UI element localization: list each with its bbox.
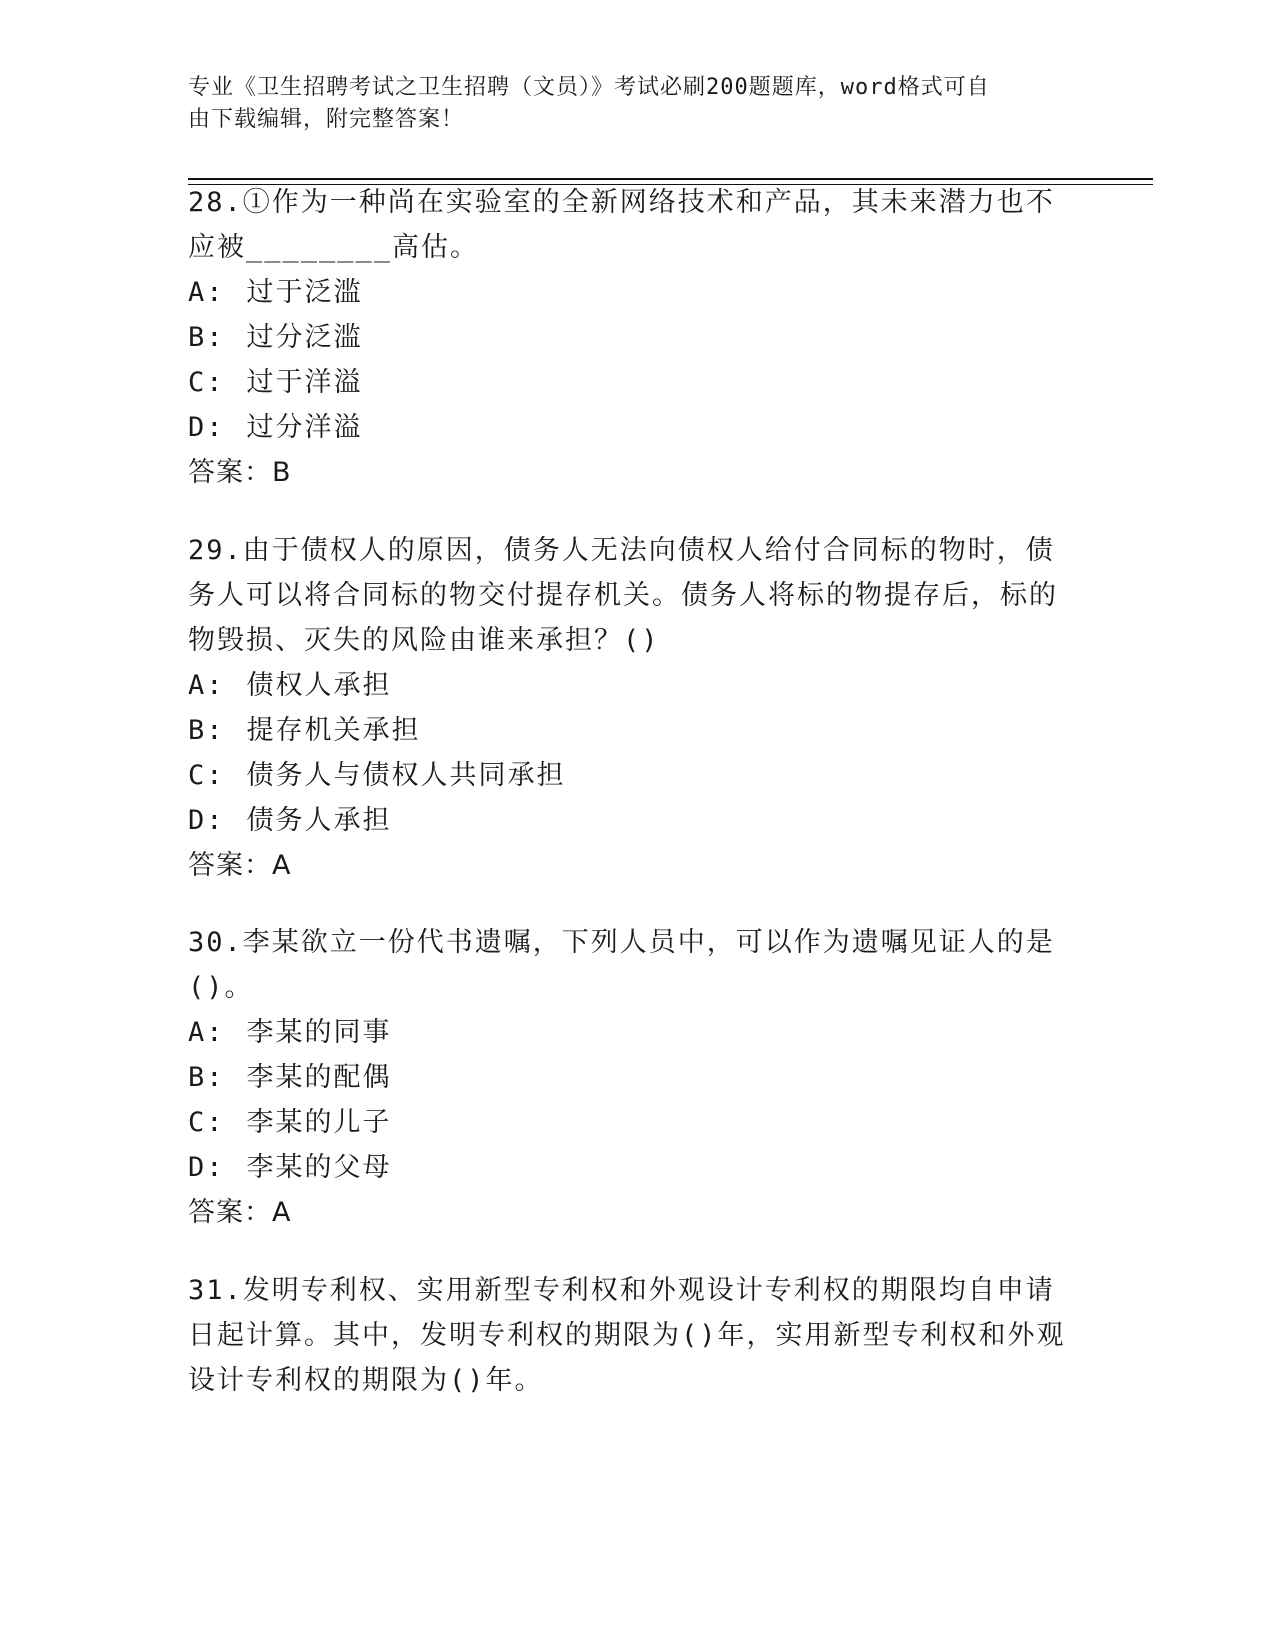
question-stem: 31.发明专利权、实用新型专利权和外观设计专利权的期限均自申请日起计算。其中，发明专利权的期限为()年，实用新型专利权和外观设计专利权的期限为()年。	[188, 1275, 1066, 1396]
option-b: B: 过分泛滥	[188, 322, 363, 353]
question-stem: 29.由于债权人的原因，债务人无法向债权人给付合同标的物时，债务人可以将合同标的物交付提存机关。债务人将标的物提存后，标的物毁损、灭失的风险由谁来承担？()	[188, 535, 1058, 656]
answer-label: 答案：B	[188, 457, 292, 488]
question-stem: 30.李某欲立一份代书遗嘱，下列人员中，可以作为遗嘱见证人的是()。	[188, 927, 1055, 1003]
option-d: D: 过分洋溢	[188, 412, 363, 443]
option-c: C: 李某的儿子	[188, 1107, 392, 1138]
answer-label: 答案：A	[188, 1197, 292, 1228]
question-stem: 28.①作为一种尚在实验室的全新网络技术和产品，其未来潜力也不应被________高估。	[188, 187, 1055, 263]
option-c: C: 过于洋溢	[188, 367, 363, 398]
option-a: A: 李某的同事	[188, 1017, 392, 1048]
question-28	[188, 180, 1078, 495]
question-31	[188, 1268, 1078, 1403]
option-a: A: 债权人承担	[188, 670, 392, 701]
answer-label: 答案：A	[188, 850, 292, 881]
document-header	[188, 72, 1068, 136]
question-29	[188, 528, 1078, 888]
option-b: B: 提存机关承担	[188, 715, 421, 746]
option-d: D: 债务人承担	[188, 805, 392, 836]
option-a: A: 过于泛滥	[188, 277, 363, 308]
header-line-1: 专业《卫生招聘考试之卫生招聘（文员）》考试必刷200题题库，word格式可自	[188, 75, 990, 100]
question-30	[188, 920, 1078, 1235]
option-c: C: 债务人与债权人共同承担	[188, 760, 566, 791]
header-line-2: 由下载编辑，附完整答案！	[188, 107, 465, 132]
option-b: B: 李某的配偶	[188, 1062, 392, 1093]
option-d: D: 李某的父母	[188, 1152, 392, 1183]
